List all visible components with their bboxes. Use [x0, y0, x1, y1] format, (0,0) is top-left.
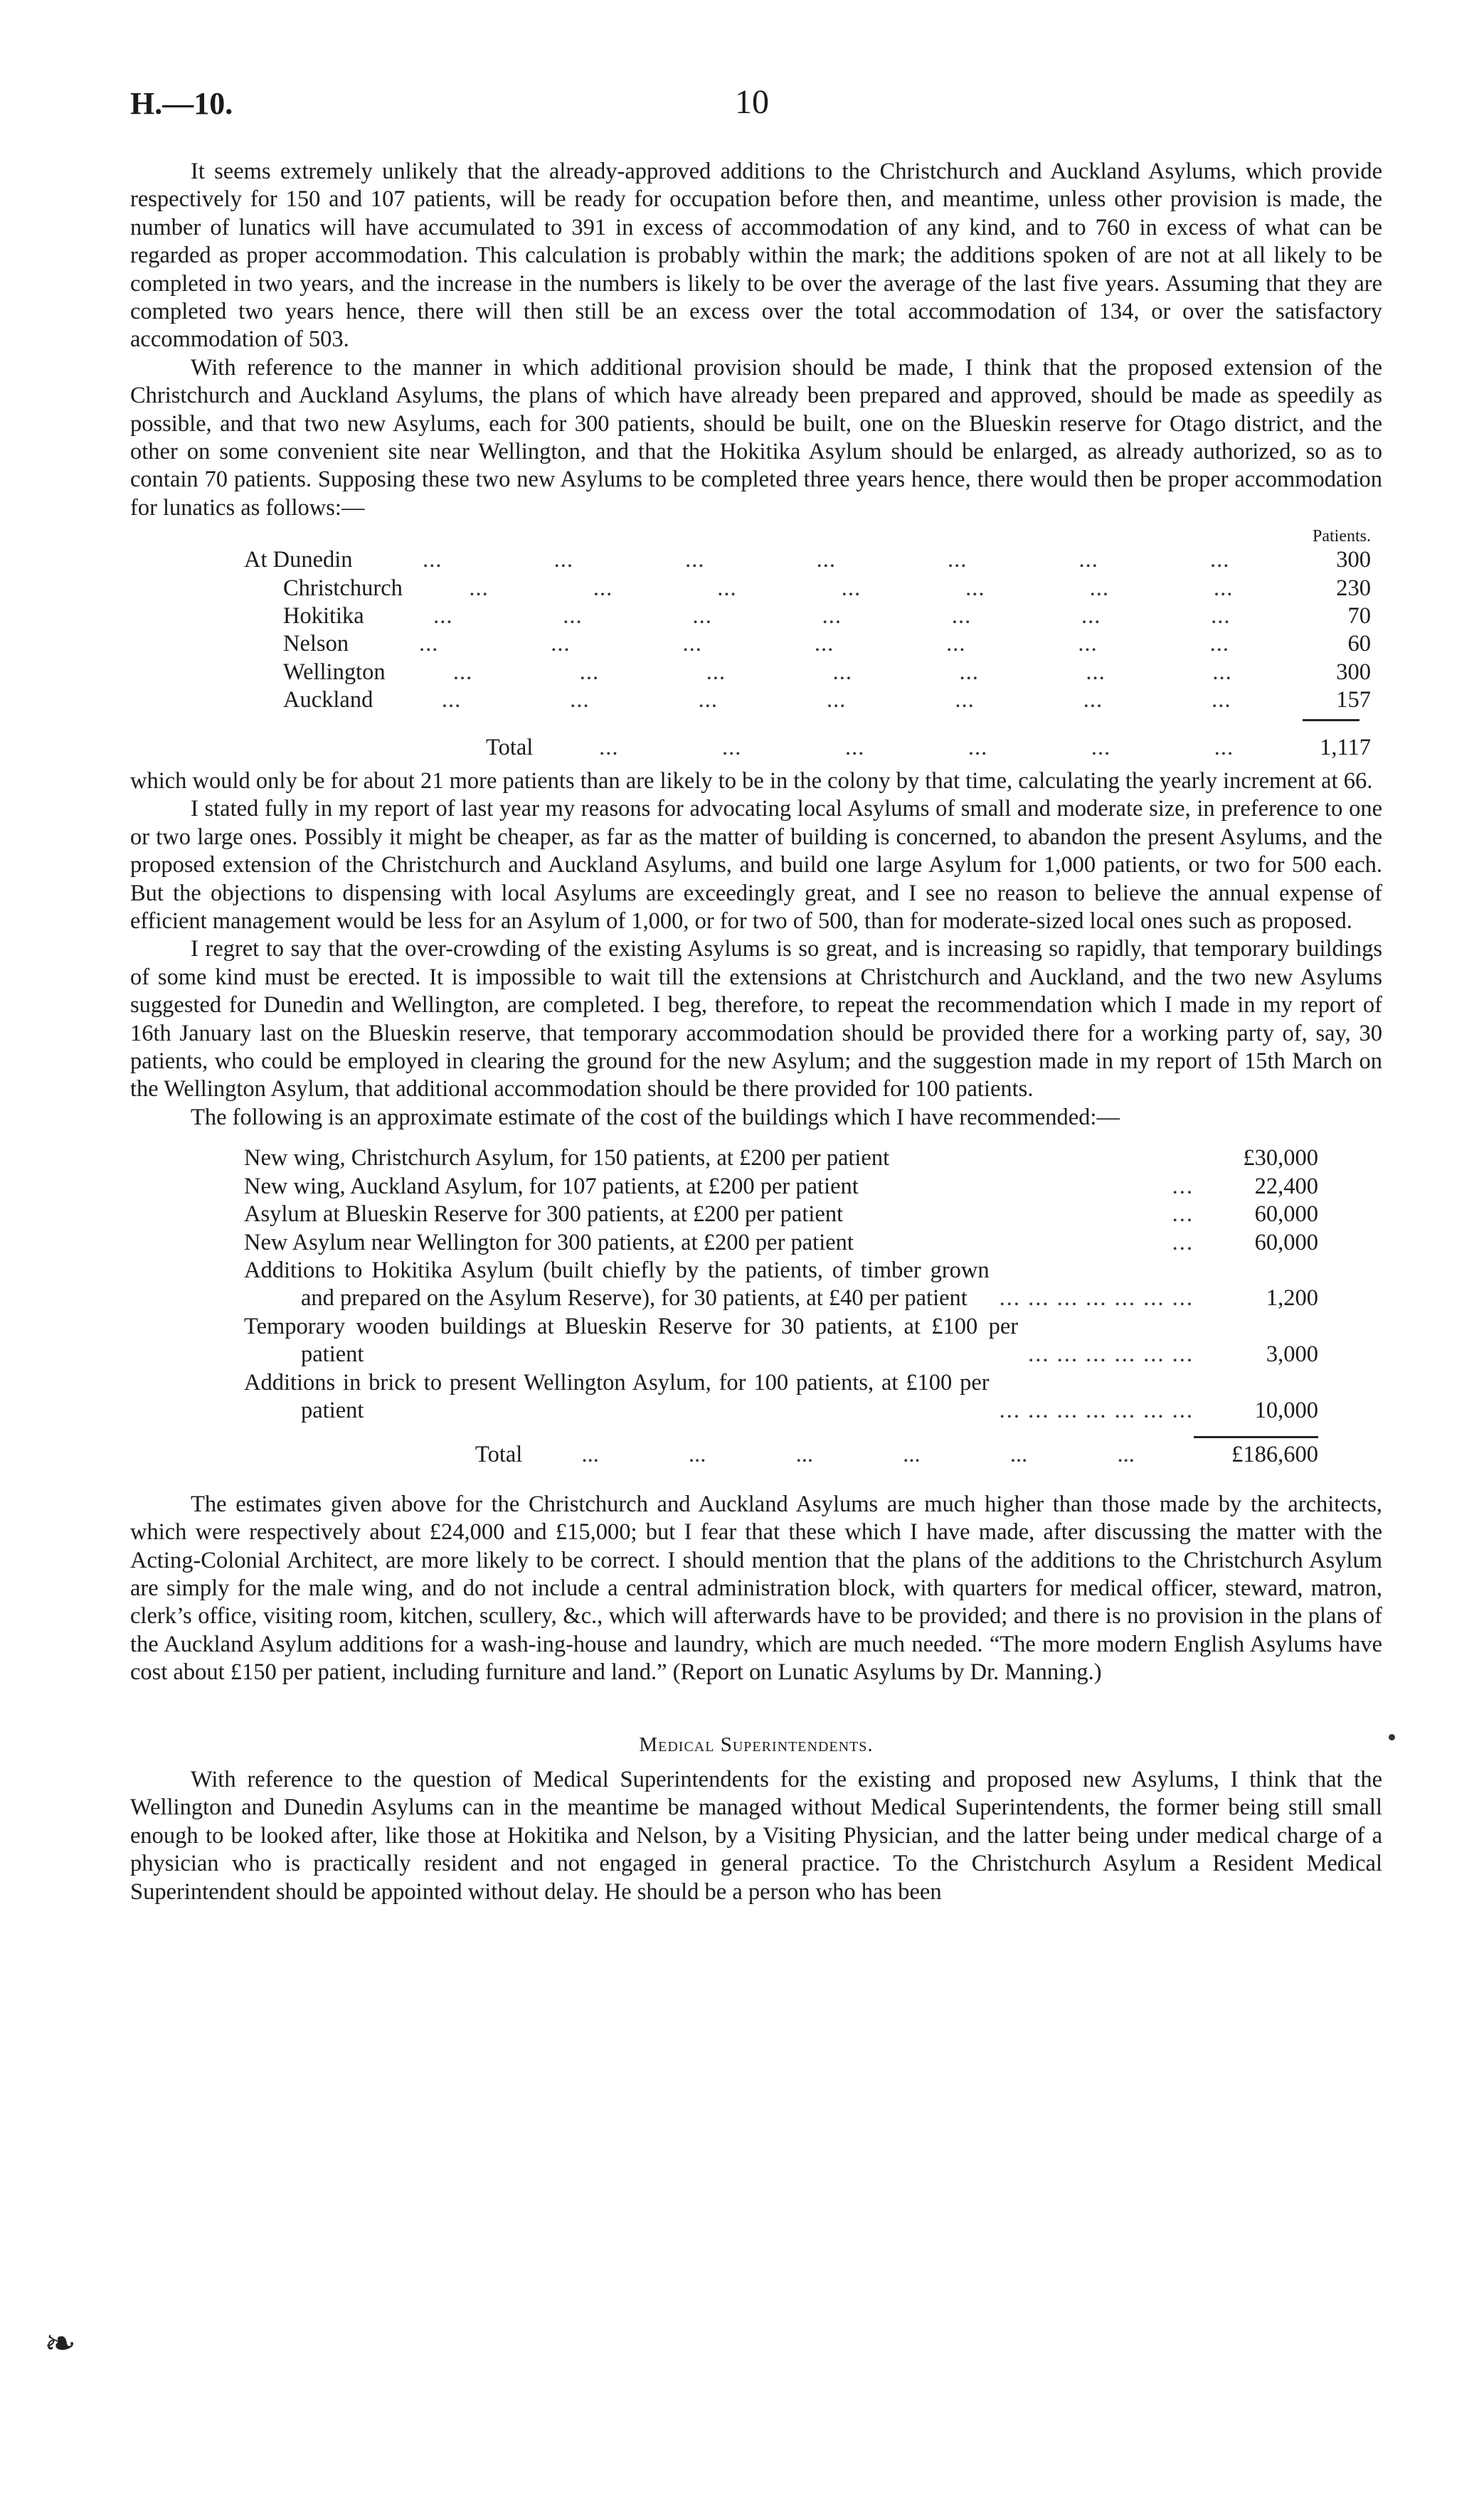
row-place: Nelson	[283, 631, 349, 657]
row-place: Christchurch	[283, 575, 403, 601]
leader-dots: ...	[1172, 1173, 1194, 1199]
estimate-row	[244, 1257, 1318, 1313]
page-body	[130, 158, 1382, 1906]
row-place: Auckland	[283, 687, 373, 713]
total-value: 1,117	[1320, 734, 1371, 760]
estimate-amount: £30,000	[1243, 1145, 1318, 1171]
sum-rule	[1303, 719, 1359, 721]
section-heading: Medical Superintendents.	[639, 1733, 874, 1756]
page-number: 10	[735, 83, 769, 121]
paragraph-2: With reference to the manner in which additional provision should be made, I think that the proposed extension of the Christchurch and Auckland Asylums, the plans of which have already been prepared and approved, should be made as speedily as possible, and that two new Asylums, each for 300 patients, should be built, one on the Blueskin reserve for Otago district, and the other on some convenient site near Wellington, and that the Hokitika Asylum should be enlarged, as already authorized, so as to contain 70 patients. Supposing these two new Asylums to be completed three years hence, there would then be proper accommodation for lunatics as follows:—	[130, 354, 1382, 521]
table-total-row	[244, 734, 1371, 762]
estimate-description: Additions in brick to present Wellington Asylum, for 100 patients, at £100 per patient	[244, 1369, 990, 1423]
table-row	[244, 630, 1371, 658]
margin-annotation-mark: ❧	[44, 2322, 77, 2365]
ink-speck	[1389, 1734, 1395, 1740]
estimate-description: New wing, Auckland Asylum, for 107 patients, at £200 per patient	[244, 1173, 859, 1199]
paragraph-4: I stated fully in my report of last year my reasons for advocating local Asylums of small and moderate size, in preference to one or two large ones. Possibly it might be cheaper, as far as the matter of building is concerned, to abandon the present Asylums, and the proposed extension of the Christchurch and Auckland Asylums, and build one large Asylum for 1,000 patients, or two for 500 each. But the objections to dispensing with local Asylums are exceedingly great, and I see no reason to believe the annual expense of efficient management would be less for an Asylum of 1,000, or for two of 500, than for moderate-sized local ones such as proposed.	[130, 796, 1382, 935]
estimate-amount: 60,000	[1254, 1201, 1318, 1228]
estimate-table	[244, 1144, 1318, 1469]
leader-dots: ... ... ... ... ... ... ...	[419, 631, 1229, 657]
table-row	[244, 686, 1371, 714]
row-place: Wellington	[283, 659, 386, 685]
paragraph-6: The following is an approximate estimate of the cost of the buildings which I have recommended:—	[191, 1104, 1120, 1130]
paragraph-7: The estimates given above for the Christchurch and Auckland Asylums are much higher than those made by the architects, which were respectively about £24,000 and £15,000; but I fear that these which I have made, after discussing the matter with the Acting-Colonial Architect, are more likely to be correct. I should mention that the plans of the additions to the Christchurch Asylum are simply for the male wing, and do not include a central administration block, with quarters for medical officer, steward, matron, clerk’s office, visiting room, kitchen, scullery, &c., which will afterwards have to be provided; and there is no provision in the plans of the Auckland Asylum additions for a wash-ing-house and laundry, which are much needed. “The more modern English Asylums have cost about £150 per patient, including furniture and land.” (Report on Lunatic Asylums by Dr. Manning.)	[130, 1491, 1382, 1686]
row-patients: 157	[1336, 687, 1371, 713]
table-row	[244, 546, 1371, 574]
row-patients: 300	[1336, 659, 1371, 685]
table-row	[244, 602, 1371, 630]
accommodation-table	[244, 546, 1371, 762]
row-place: Hokitika	[283, 603, 364, 629]
table-row	[244, 659, 1371, 686]
row-patients: 300	[1336, 547, 1371, 573]
estimate-description: New Asylum near Wellington for 300 patients, at £200 per patient	[244, 1229, 854, 1255]
estimate-row	[244, 1369, 1318, 1425]
leader-dots: ... ... ... ... ... ... ...	[452, 659, 1232, 685]
estimate-row	[244, 1144, 1318, 1172]
leader-dots: ... ... ... ... ... ...	[599, 734, 1234, 760]
leader-dots: ... ... ... ... ... ...	[581, 1442, 1135, 1468]
estimate-total-row	[244, 1436, 1318, 1469]
total-label: Total	[486, 734, 534, 760]
estimate-total-label: Total	[475, 1442, 523, 1468]
estimate-amount: 22,400	[1254, 1173, 1318, 1199]
paragraph-1: It seems extremely unlikely that the already-approved additions to the Christchurch and Auckland Asylums, which provide respectively for 150 and 107 patients, will be ready for occupation before then, and meantime, unless other provision is made, the number of lunatics will have accumulated to 391 in excess of accommodation of any kind, and to 760 in excess of what can be regarded as proper accommodation. This calculation is probably within the mark; the additions spoken of are not at all likely to be completed in two years, and the increase in the numbers is likely to be over the average of the last five years. Assuming that they are completed two years hence, there will then still be an excess over the total accommodation of 134, or over the satisfactory accommodation of 503.	[130, 159, 1382, 353]
estimate-row	[244, 1201, 1318, 1228]
leader-dots: ... ... ... ... ... ... ...	[999, 1397, 1194, 1423]
row-place: At Dunedin	[244, 547, 353, 573]
estimate-amount: 10,000	[1254, 1397, 1318, 1423]
estimate-row	[244, 1173, 1318, 1201]
estimate-description: Temporary wooden buildings at Blueskin Reserve for 30 patients, at £100 per patient	[244, 1313, 1019, 1368]
estimate-amount: 1,200	[1266, 1285, 1318, 1312]
leader-dots: ... ... ... ... ... ... ...	[999, 1285, 1194, 1312]
estimate-description: New wing, Christchurch Asylum, for 150 patients, at £200 per patient	[244, 1145, 890, 1171]
leader-dots: ... ... ... ... ... ...	[1028, 1341, 1194, 1368]
leader-dots: ... ... ... ... ... ... ...	[441, 687, 1231, 713]
leader-dots: ... ... ... ... ... ... ...	[433, 603, 1231, 629]
estimate-row	[244, 1229, 1318, 1257]
estimate-amount: 60,000	[1254, 1229, 1318, 1255]
page-header	[130, 85, 1382, 135]
leader-dots: ... ... ... ... ... ... ...	[423, 547, 1230, 573]
row-patients: 60	[1347, 631, 1371, 657]
table-row	[244, 575, 1371, 602]
document-id: H.—10.	[130, 86, 233, 121]
estimate-description: Asylum at Blueskin Reserve for 300 patients, at £200 per patient	[244, 1201, 844, 1228]
leader-dots: ...	[1172, 1229, 1194, 1255]
row-patients: 230	[1336, 575, 1371, 601]
paragraph-3: which would only be for about 21 more patients than are likely to be in the colony by that time, calculating the yearly increment at 66.	[130, 768, 1373, 794]
row-patients: 70	[1347, 603, 1371, 629]
leader-dots: ...	[1172, 1201, 1194, 1228]
estimate-amount: 3,000	[1266, 1341, 1318, 1368]
estimate-row	[244, 1313, 1318, 1369]
paragraph-8: With reference to the question of Medical Superintendents for the existing and proposed new Asylums, I think that the Wellington and Dunedin Asylums can in the meantime be managed without Medical Superintendents, the former being still small enough to be looked after, like those at Hokitika and Nelson, by a Visiting Physician, and the latter being under medical charge of a physician who is practically resident and not engaged in general practice. To the Christchurch Asylum a Resident Medical Superintendent should be appointed without delay. He should be a person who has been	[130, 1767, 1382, 1905]
estimate-description: Additions to Hokitika Asylum (built chiefly by the patients, of timber grown and prepared on the Asylum Reserve), for 30 patients, at £40 per patient	[244, 1257, 990, 1312]
paragraph-5: I regret to say that the over-crowding of the existing Asylums is so great, and is increasing so rapidly, that temporary buildings of some kind must be erected. It is impossible to wait till the extensions at Christchurch and Auckland, and the two new Asylums suggested for Dunedin and Wellington, are completed. I beg, therefore, to repeat the recommendation which I made in my report of 16th January last on the Blueskin reserve, that temporary accommodation should be provided there for a working party of, say, 30 patients, who could be employed in clearing the ground for the new Asylum; and the suggestion made in my report of 15th March on the Wellington Asylum, that additional accommodation should be there provided for 100 patients.	[130, 936, 1382, 1102]
estimate-total-value: £186,600	[1194, 1436, 1318, 1469]
patients-column-header: Patients.	[1313, 527, 1371, 546]
leader-dots: ... ... ... ... ... ... ...	[469, 575, 1234, 601]
